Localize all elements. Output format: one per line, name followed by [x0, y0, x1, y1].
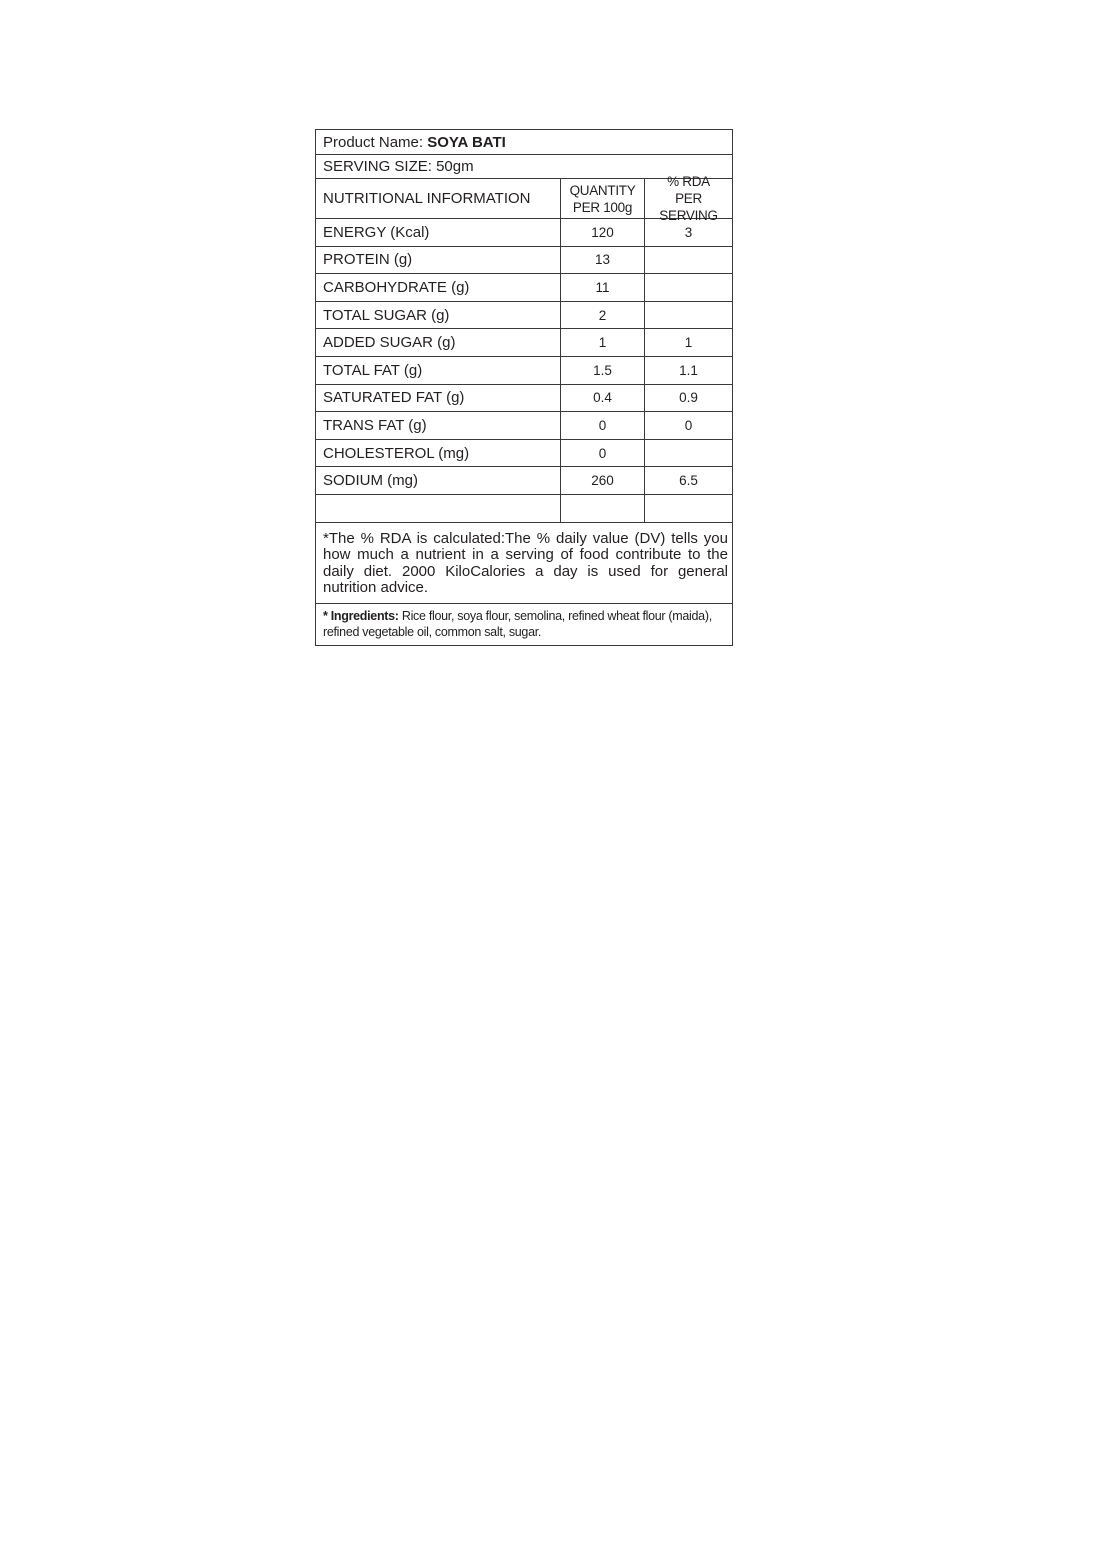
rda-cell: 0: [684, 417, 693, 433]
rda-note-text: *The % RDA is calculated:The % daily value (DV) tells you how much a nutrient in a serving of food contribute to the daily diet. 2000 KiloCalories a day is used for general nutrition advice.: [323, 529, 728, 597]
quantity-cell: 0.4: [561, 385, 645, 412]
nutrient-cell: CARBOHYDRATE (g): [316, 274, 561, 301]
rda-cell: [645, 247, 732, 274]
quantity-cell: 1: [561, 329, 645, 356]
rda-cell: [645, 440, 732, 467]
product-name-label: Product Name:: [323, 133, 424, 151]
nutrient-cell: ADDED SUGAR (g): [316, 329, 561, 356]
header-quantity: [561, 179, 645, 218]
quantity-cell: 11: [561, 274, 645, 301]
header-nutrient-text: NUTRITIONAL INFORMATION: [323, 190, 531, 207]
nutrition-label: [315, 129, 733, 646]
quantity-cell: [561, 495, 645, 522]
table-row: [316, 412, 732, 440]
rda-cell: 1: [684, 335, 693, 351]
table-row-empty: [316, 495, 732, 523]
quantity-cell: 260: [561, 467, 645, 494]
product-name-value: SOYA BATI: [427, 133, 506, 151]
rda-cell: 0.9: [679, 390, 698, 406]
rda-cell: [645, 495, 732, 522]
quantity-cell: 120: [561, 219, 645, 246]
nutrient-cell: [316, 495, 561, 522]
product-name-row: [316, 130, 732, 155]
table-row: [316, 247, 732, 275]
nutrient-cell: TRANS FAT (g): [316, 412, 561, 439]
rda-cell: [645, 274, 732, 301]
serving-size-text: SERVING SIZE: 50gm: [323, 158, 474, 175]
ingredients-label: * Ingredients:: [323, 608, 399, 623]
table-row: [316, 274, 732, 302]
nutrient-cell: TOTAL FAT (g): [316, 357, 561, 384]
nutrient-cell: ENERGY (Kcal): [316, 219, 561, 246]
table-row: [316, 385, 732, 413]
table-row: [316, 219, 732, 247]
table-header-row: [316, 174, 732, 223]
table-row: [316, 329, 732, 357]
table-row: [316, 302, 732, 330]
rda-cell: 6.5: [679, 473, 698, 489]
header-rda: [645, 174, 732, 223]
nutrient-cell: SODIUM (mg): [316, 467, 561, 494]
table-row: [316, 467, 732, 495]
ingredients-row: [316, 604, 732, 645]
header-rda-line1: % RDA: [667, 174, 710, 189]
nutrient-cell: SATURATED FAT (g): [316, 385, 561, 412]
rda-cell: 1.1: [679, 362, 698, 378]
header-rda-line2: PER SERVING: [659, 191, 718, 223]
header-quantity-line1: QUANTITY: [569, 182, 636, 198]
quantity-cell: 1.5: [561, 357, 645, 384]
quantity-cell: 2: [561, 302, 645, 329]
header-quantity-line2: PER 100g: [572, 199, 633, 215]
table-row: [316, 357, 732, 385]
table-row: [316, 440, 732, 468]
quantity-cell: 13: [561, 247, 645, 274]
rda-note: [316, 523, 732, 604]
quantity-cell: 0: [561, 440, 645, 467]
nutrient-cell: CHOLESTEROL (mg): [316, 440, 561, 467]
quantity-cell: 0: [561, 412, 645, 439]
nutrient-cell: PROTEIN (g): [316, 247, 561, 274]
header-nutrient: [316, 179, 561, 218]
rda-cell: [645, 302, 732, 329]
rda-cell: 3: [684, 224, 693, 240]
ingredients-text: Rice flour, soya flour, semolina, refined wheat flour (maida), refined vegetable oil, common salt, sugar.: [323, 608, 712, 639]
nutrient-cell: TOTAL SUGAR (g): [316, 302, 561, 329]
